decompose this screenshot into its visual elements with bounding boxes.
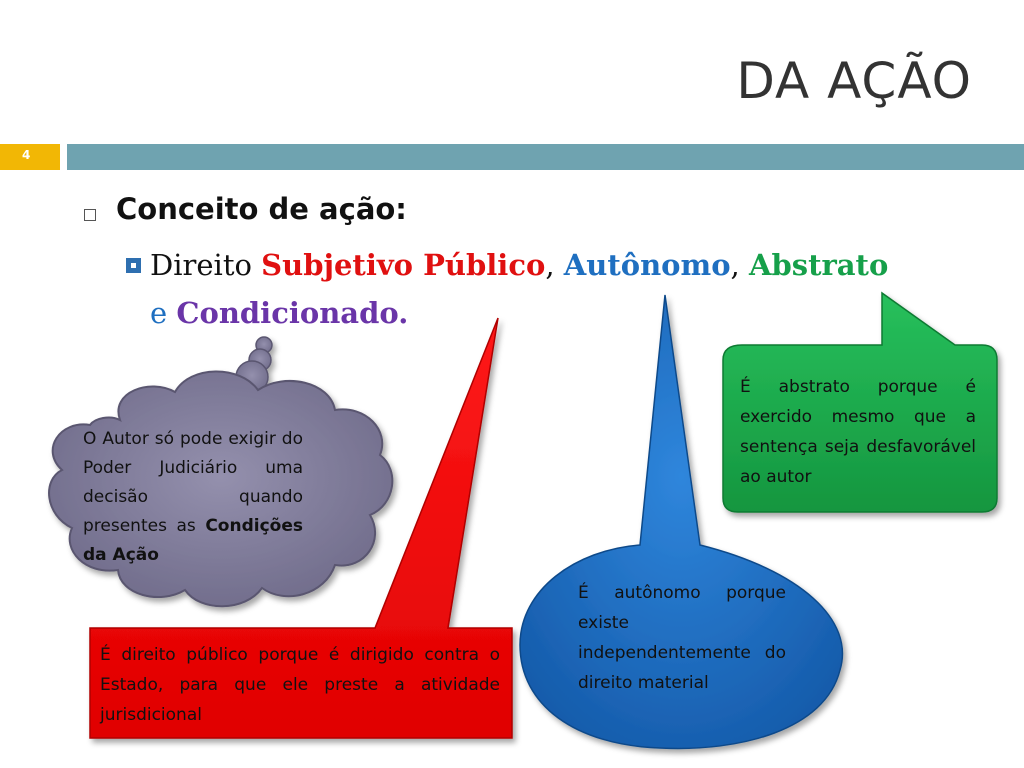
comma-1: ,: [545, 248, 564, 282]
slide-number: 4: [22, 148, 31, 162]
word-condicionado: Condicionado.: [176, 296, 409, 330]
word-direito: Direito: [150, 248, 262, 282]
slide-title: DA AÇÃO: [736, 52, 972, 110]
blue-callout-text: É autônomo porque existe independentemente do direito material: [578, 583, 786, 693]
word-abstrato: Abstrato: [748, 248, 889, 282]
word-subjetivo-publico: Subjetivo Público: [261, 248, 546, 282]
green-callout-text: É abstrato porque é exercido mesmo que a sentença seja desfavorável ao autor: [740, 377, 976, 487]
cloud-text: [83, 425, 303, 570]
comma-2: ,: [730, 248, 749, 282]
cloud-text-body: O Autor só pode exigir do Poder Judiciário uma decisão quando presentes as: [83, 429, 303, 536]
cloud-text-bold: Condições da Ação: [83, 516, 303, 565]
bullet-conceito: Conceito de ação:: [116, 192, 407, 226]
word-autonomo: Autônomo: [563, 248, 731, 282]
word-e: e: [150, 296, 177, 330]
red-callout-text: É direito público porque é dirigido contra o Estado, para que ele preste a atividade jurisdicional: [100, 645, 500, 725]
